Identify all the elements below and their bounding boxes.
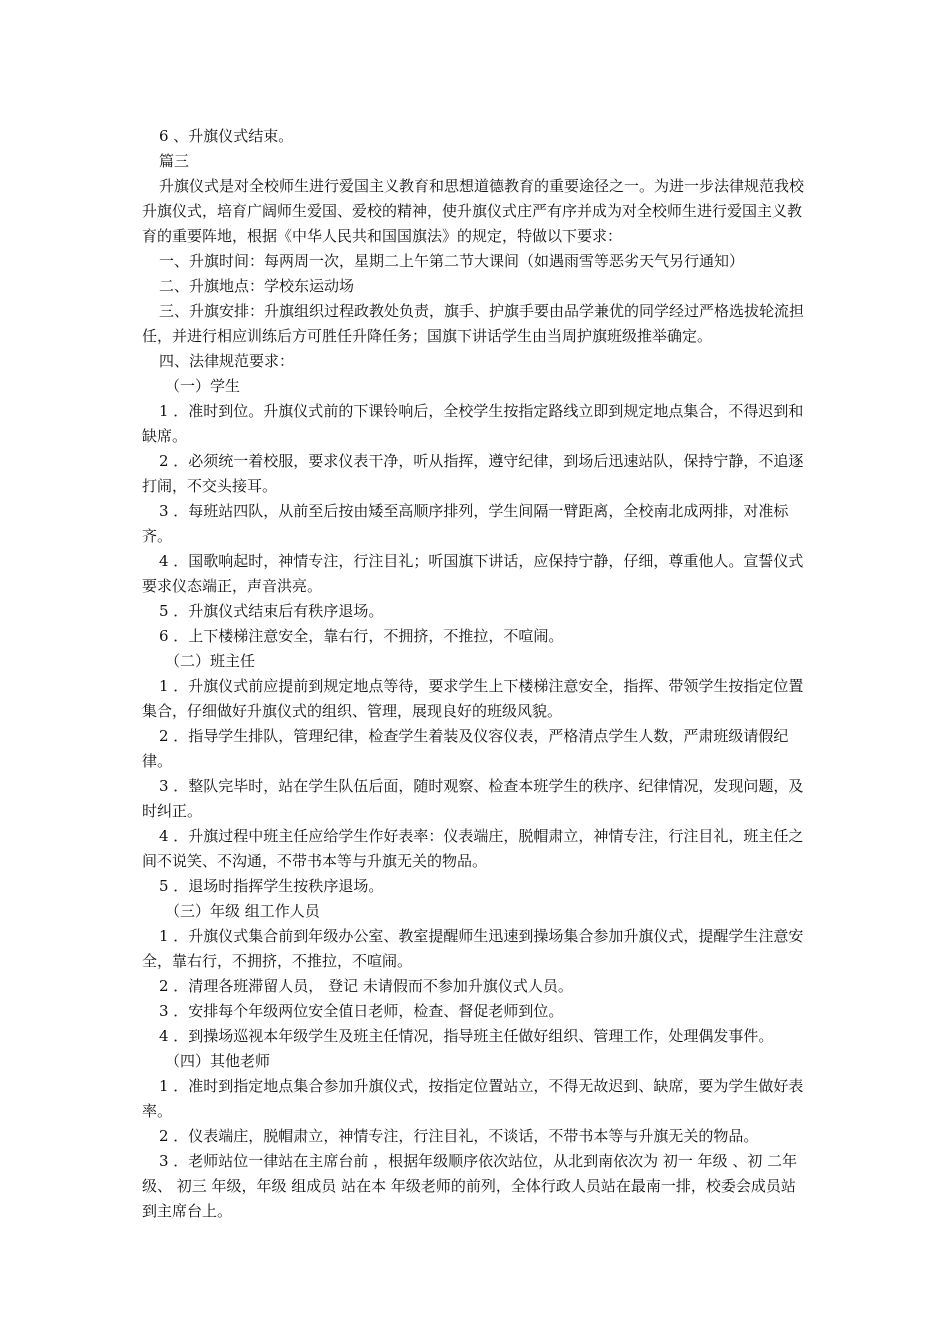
list-item: 6 ．上下楼梯注意安全，靠右行，不拥挤，不推拉，不喧闹。	[159, 627, 564, 645]
list-item: 1 ．准时到位。升旗仪式前的下课铃响后，全校学生按指定路线立即到规定地点集合，不得迟到和缺席。	[142, 402, 804, 445]
paragraph: 一、升旗时间：每两周一次，星期二上午第二节大课间（如遇雨雪等恶劣天气另行通知）	[159, 252, 745, 270]
list-item: 5 ．升旗仪式结束后有秩序退场。	[159, 602, 384, 620]
list-item: 4 ．到操场巡视本年级学生及班主任情况，指导班主任做好组织、管理工作，处理偶发事件。	[159, 1027, 774, 1045]
list-item: 3 ．每班站四队，从前至后按由矮至高顺序排列，学生间隔一臂距离，全校南北成两排，对准标齐。	[142, 502, 789, 545]
list-item: 2 ．清理各班滞留人员， 登记 未请假而不参加升旗仪式人员。	[159, 977, 573, 995]
list-item: 3 ．整队完毕时，站在学生队伍后面，随时观察、检查本班学生的秩序、纪律情况，发现问题，及时纠正。	[142, 777, 804, 820]
paragraph: 6 、升旗仪式结束。	[159, 127, 294, 145]
list-item: 5 ．退场时指挥学生按秩序退场。	[159, 877, 384, 895]
paragraph: 升旗仪式是对全校师生进行爱国主义教育和思想道德教育的重要途径之一。为进一步法律规范我校升旗仪式，培育广阔师生爱国、爱校的精神，使升旗仪式庄严有序并成为对全校师生进行爱国主义教育的重要阵地，根据《中华人民共和国国旗法》的规定，特做以下要求：	[142, 177, 805, 245]
list-item: 2 ．必须统一着校服，要求仪表干净，听从指挥，遵守纪律，到场后迅速站队，保持宁静，不追逐打闹，不交头接耳。	[142, 452, 804, 495]
subsection-heading: （二）班主任	[165, 652, 256, 670]
list-item: 4 ．国歌响起时，神情专注，行注目礼；听国旗下讲话，应保持宁静，仔细，尊重他人。宣誓仪式要求仪态端正，声音洪亮。	[142, 552, 804, 595]
list-item: 2 ．指导学生排队，管理纪律，检查学生着装及仪容仪表，严格清点学生人数，严肃班级请假纪律。	[142, 727, 789, 770]
paragraph: 四、法律规范要求：	[159, 352, 295, 370]
paragraph: 三、升旗安排：升旗组织过程政教处负责，旗手、护旗手要由品学兼优的同学经过严格选拔轮流担任，并进行相应训练后方可胜任升降任务；国旗下讲话学生由当周护旗班级推举确定。	[142, 302, 805, 345]
list-item: 4 ．升旗过程中班主任应给学生作好表率：仪表端庄，脱帽肃立，神情专注，行注目礼，班主任之间不说笑、不沟通，不带书本等与升旗无关的物品。	[142, 827, 804, 870]
list-item: 1 ．准时到指定地点集合参加升旗仪式，按指定位置站立，不得无故迟到、缺席，要为学生做好表率。	[142, 1077, 804, 1120]
list-item: 1 ．升旗仪式前应提前到规定地点等待，要求学生上下楼梯注意安全，指挥、带领学生按指定位置集合，仔细做好升旗仪式的组织、管理，展现良好的班级风貌。	[142, 677, 804, 720]
list-item: 1 ．升旗仪式集合前到年级办公室、教室提醒师生迅速到操场集合参加升旗仪式，提醒学生注意安全，靠右行，不拥挤，不推拉，不喧闹。	[142, 927, 804, 970]
subsection-heading: （三）年级 组工作人员	[165, 902, 320, 920]
list-item: 3 ．老师站位一律站在主席台前 ，根据年级顺序依次站位，从北到南依次为 初一 年级 、初 二年级、 初三 年级，年级 组成员 站在本 年级老师的前列，全体行政人员站在最南一排，校委会成员站到主席台上。	[142, 1152, 798, 1220]
subsection-heading: （四）其他老师	[165, 1052, 271, 1070]
paragraph: 二、升旗地点：学校东运动场	[159, 277, 355, 295]
subsection-heading: （一）学生	[165, 377, 241, 395]
list-item: 3 ．安排每个年级两位安全值日老师，检查、督促老师到位。	[159, 1002, 564, 1020]
document-body	[142, 124, 810, 1224]
section-heading: 篇三	[159, 152, 190, 170]
list-item: 2 ．仪表端庄，脱帽肃立，神情专注，行注目礼，不谈话，不带书本等与升旗无关的物品。	[159, 1127, 759, 1145]
